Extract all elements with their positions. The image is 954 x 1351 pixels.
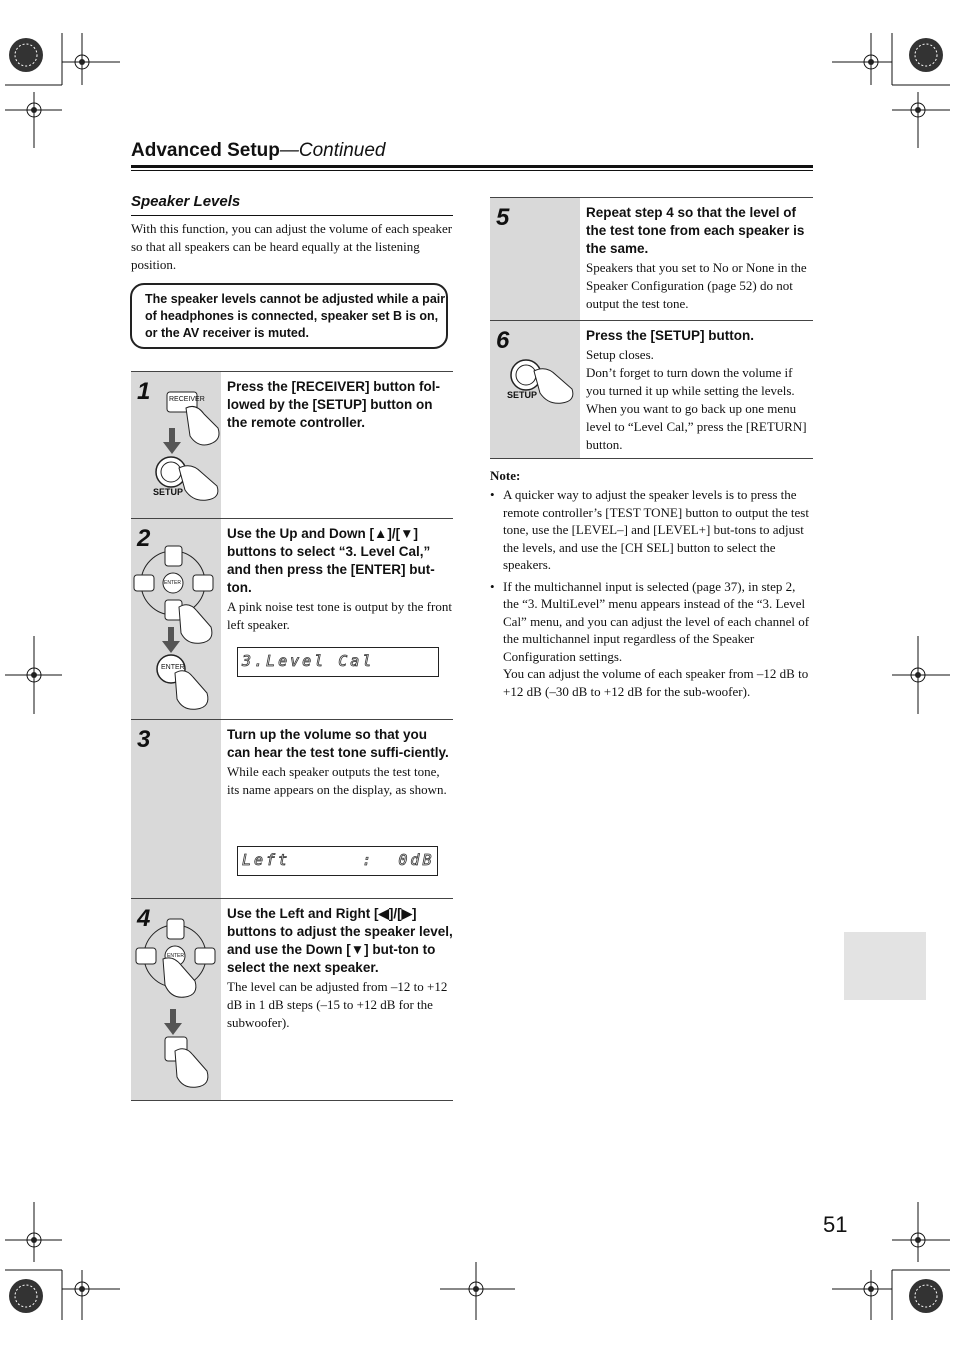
display-left-level: Left : 0dB xyxy=(237,846,438,876)
step-2 xyxy=(131,518,453,720)
step-6-description: Setup closes. xyxy=(586,347,654,362)
step-5-description: Speakers that you set to No or None in the Speaker Configuration (page 52) do not output the test tone. xyxy=(586,260,807,311)
enter-label-step4: ENTER xyxy=(167,953,184,959)
step-2-description: A pink noise test tone is output by the front left speaker. xyxy=(227,599,452,632)
right-column-steps-bottom-rule xyxy=(490,458,813,459)
step-4-description: The level can be adjusted from –12 to +12 dB in 1 dB steps (–15 to +12 dB for the subwoofer). xyxy=(227,979,448,1030)
header-rule xyxy=(131,165,813,168)
section-intro: With this function, you can adjust the volume of each speaker so that all speakers can be heard equally at the listening position. xyxy=(131,221,453,272)
step-6 xyxy=(490,320,813,459)
note-block xyxy=(490,486,812,700)
step-3 xyxy=(131,719,453,899)
step-6-description-2: Don’t forget to turn down the volume if you turned it up while setting the levels. xyxy=(586,365,795,398)
display-level-cal: 3.Level Cal xyxy=(237,647,439,677)
header-rule-thin xyxy=(131,170,813,171)
step-6-instruction: Press the [SETUP] button. xyxy=(586,328,755,343)
step-3-number: 3 xyxy=(137,726,151,753)
enter-label-top: ENTER xyxy=(164,580,181,586)
step-1 xyxy=(131,371,453,519)
section-rule xyxy=(131,215,453,216)
step-4-instruction: Use the Left and Right [◀]/[▶] buttons to adjust the speaker level, and use the Down [▼] but-ton to select the next speaker. xyxy=(227,906,453,975)
setup-label-step6: SETUP xyxy=(507,390,538,400)
step-3-instruction: Turn up the volume so that you can hear the test tone suffi-ciently. xyxy=(227,727,449,760)
warning-box: The speaker levels cannot be adjusted while a pair of headphones is connected, speaker set B is on, or the AV receiver is muted. xyxy=(130,283,448,349)
step-2-instruction: Use the Up and Down [▲]/[▼] buttons to select “3. Level Cal,” and then press the [ENTER] but-ton. xyxy=(227,526,435,595)
enter-label-bottom: ENTER xyxy=(161,664,185,671)
header-continued: —Continued xyxy=(279,140,386,161)
step-5-number: 5 xyxy=(496,204,510,231)
step-5-instruction: Repeat step 4 so that the level of the test tone from each speaker is the same. xyxy=(586,205,805,256)
step-5 xyxy=(490,197,813,321)
note-item-text: If the multichannel input is selected (page 37), in step 2, the “3. MultiLevel” menu appears instead of the “3. Level Cal” menu, and you can adjust the level of each channel of the multichannel input regardless of the Speaker Configuration settings. xyxy=(503,578,810,664)
step-6-number: 6 xyxy=(496,327,510,354)
note-item: • A quicker way to adjust the speaker levels is to press the remote controller’s [TEST TONE] button to output the test tone, use the [LEVEL–] and [LEVEL+] but-tons to adjust the levels, and use the [CH SEL] button to select the speakers. xyxy=(490,486,812,574)
step-1-number: 1 xyxy=(137,378,151,405)
page-header-title xyxy=(131,140,386,162)
setup-label: SETUP xyxy=(153,487,184,497)
step-2-number: 2 xyxy=(137,525,151,552)
step-6-description-3: When you want to go back up one menu level to “Level Cal,” press the [RETURN] button. xyxy=(586,401,807,452)
header-title-text: Advanced Setup xyxy=(131,140,280,161)
note-item xyxy=(490,578,812,666)
side-tab xyxy=(844,932,926,1000)
left-column-bottom-rule xyxy=(131,1100,453,1101)
note-extra: You can adjust the volume of each speaker from –12 dB to +12 dB (–30 dB to +12 dB for the sub-woofer). xyxy=(503,666,809,699)
step-1-instruction: Press the [RECEIVER] button fol-lowed by the [SETUP] button on the remote controller. xyxy=(227,379,441,430)
step-4 xyxy=(131,898,453,1101)
section-title: Speaker Levels xyxy=(131,193,241,210)
receiver-label: RECEIVER xyxy=(169,396,205,403)
note-title: Note: xyxy=(490,468,521,483)
step-4-number: 4 xyxy=(137,905,151,932)
step-3-description: While each speaker outputs the test tone, its name appears on the display, as shown. xyxy=(227,764,447,797)
page-number: 51 xyxy=(823,1212,848,1237)
